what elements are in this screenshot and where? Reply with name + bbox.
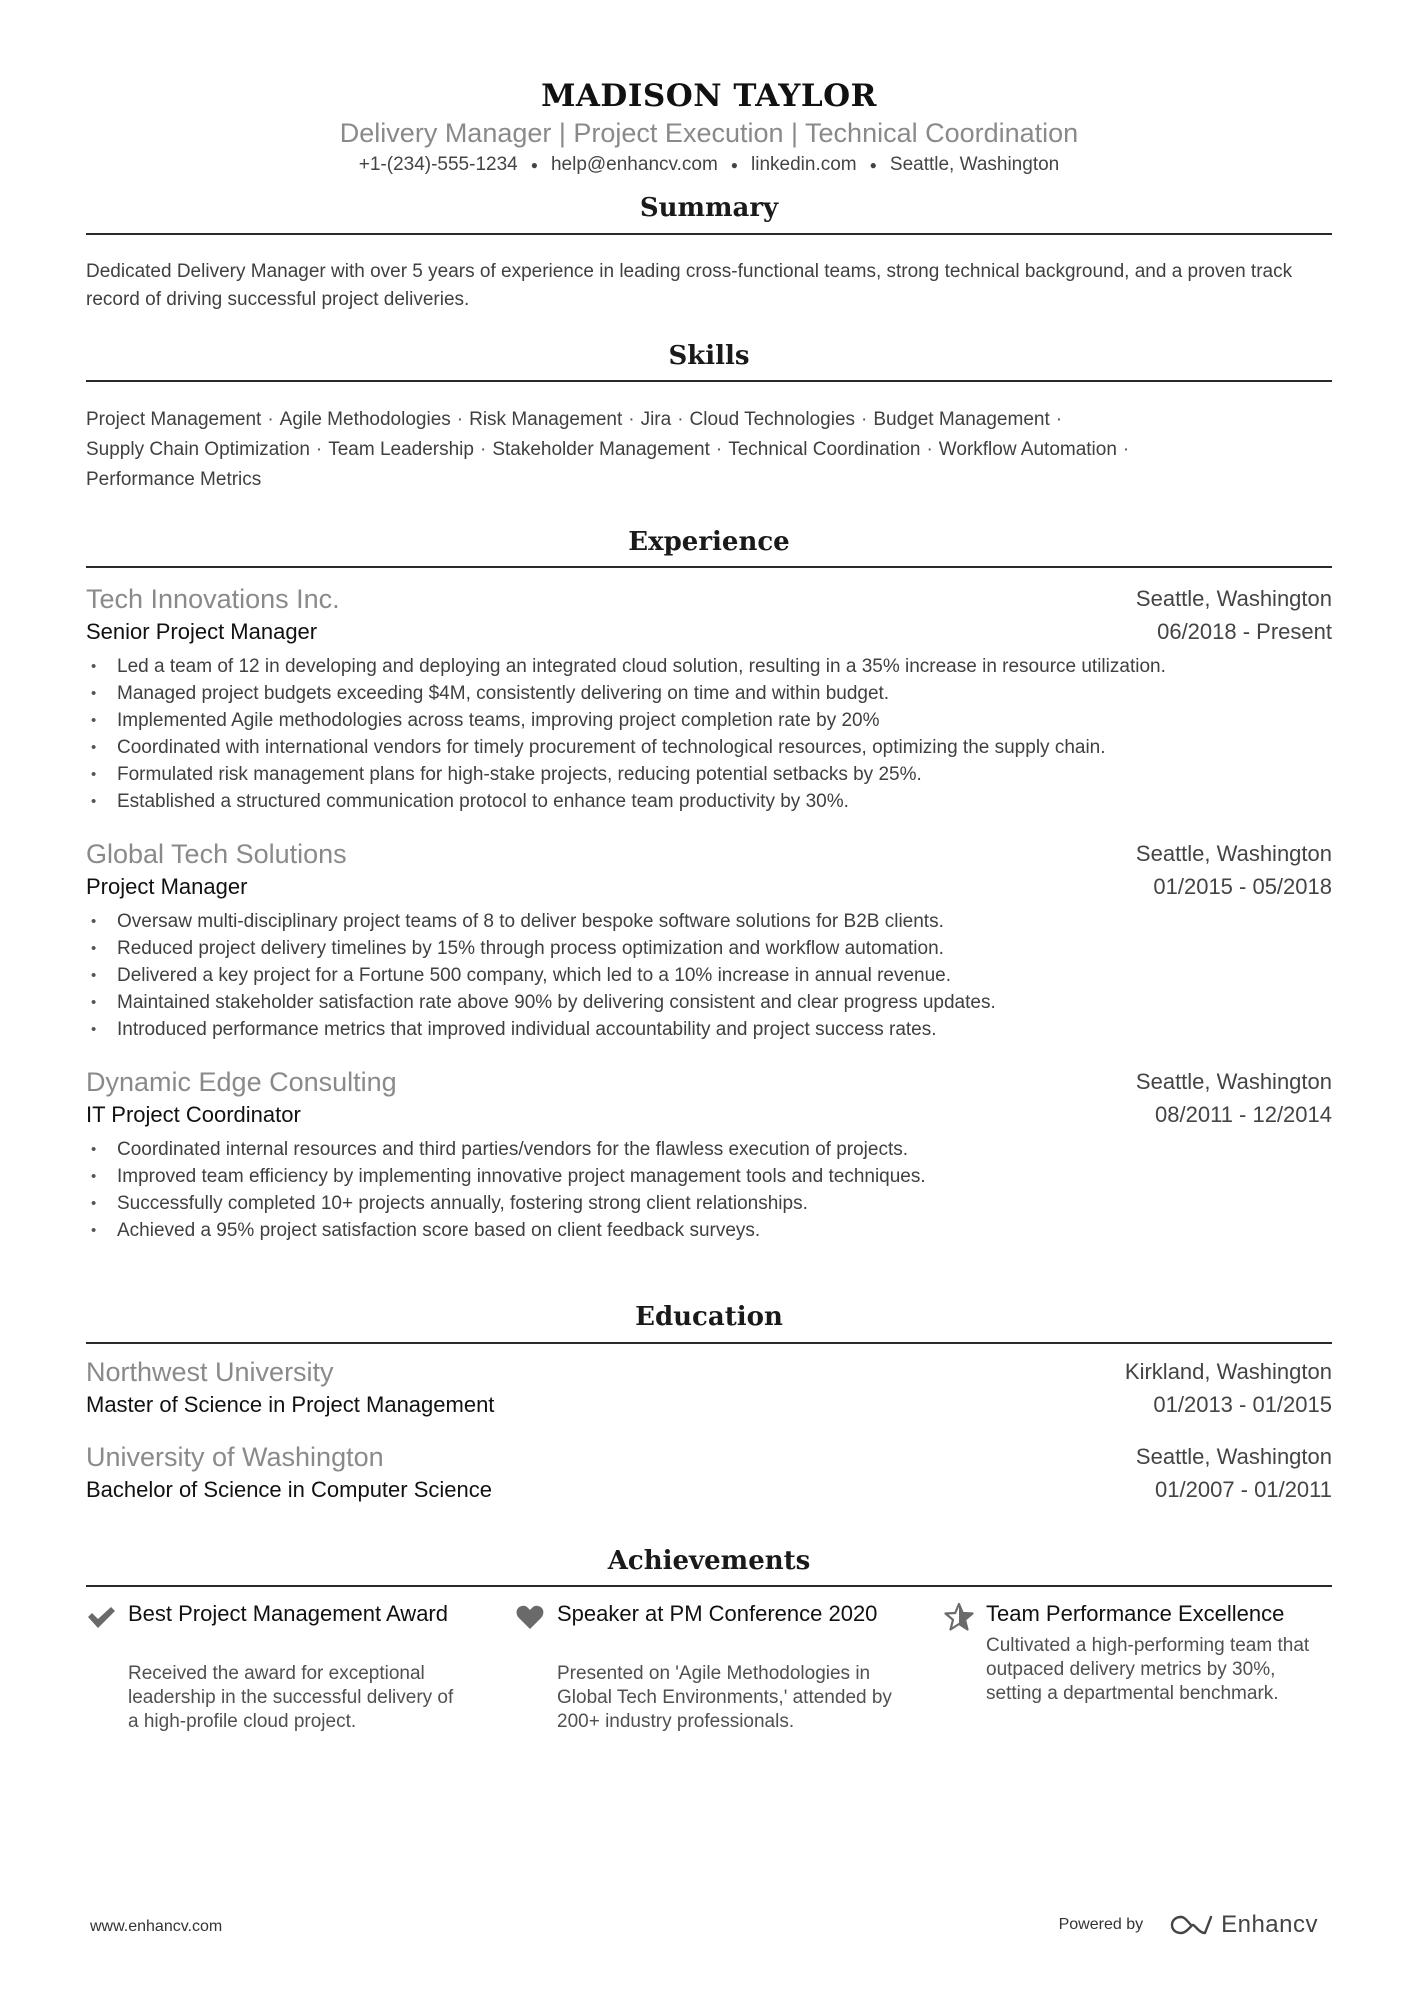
resume-page <box>86 0 1332 1995</box>
job-dates: 01/2015 - 05/2018 <box>1153 874 1332 899</box>
skill-item: Cloud Technologies <box>689 409 856 430</box>
bullet-item: • Implemented Agile methodologies across teams, improving project completion rate by 20% <box>86 707 1332 734</box>
bullet-item: • Maintained stakeholder satisfaction rate above 90% by delivering consistent and clear progress updates. <box>86 989 1332 1016</box>
bullet-item: • Introduced performance metrics that improved individual accountability and project success rates. <box>86 1016 1332 1043</box>
skill-item: Project Management <box>86 409 262 430</box>
bullet-item: • Reduced project delivery timelines by 15% through process optimization and workflow automation. <box>86 935 1332 962</box>
experience-entry <box>86 584 1332 834</box>
skill-item: Stakeholder Management <box>492 439 710 460</box>
achievements-title: Achievements <box>607 1546 811 1576</box>
linkedin[interactable]: linkedin.com <box>751 154 857 175</box>
job-location: Seattle, Washington <box>1135 1069 1332 1094</box>
bullet-item: • Successfully completed 10+ projects annually, fostering strong client relationships. <box>86 1190 1332 1217</box>
star-icon <box>944 1602 974 1632</box>
skill-item: Technical Coordination <box>728 439 921 460</box>
achievement-item <box>515 1600 895 1740</box>
section-divider <box>86 380 1332 382</box>
job-dates: 08/2011 - 12/2014 <box>1155 1102 1332 1127</box>
enhancv-logo-icon <box>1169 1913 1215 1937</box>
summary-title: Summary <box>639 193 779 223</box>
education-dates: 01/2013 - 01/2015 <box>1153 1392 1332 1417</box>
achievement-bullets <box>86 908 1332 1043</box>
school-name: University of Washington <box>86 1442 384 1472</box>
skills-list: Project Management · Agile Methodologies · Risk Management · Jira · Cloud Technologies · Budget Management · Supply Chain Optimization · Team Leadership · Stakeholder Management · Technical Coordination · Workflow Automation · Performance Metrics <box>86 409 1130 490</box>
bullet-item: • Delivered a key project for a Fortune 500 company, which led to a 10% increase in annual revenue. <box>86 962 1332 989</box>
section-divider <box>86 1585 1332 1587</box>
school-name: Northwest University <box>86 1357 334 1387</box>
section-divider <box>86 1342 1332 1344</box>
skill-item: Risk Management <box>469 409 623 430</box>
bullet-item: • Coordinated internal resources and third parties/vendors for the flawless execution of projects. <box>86 1136 1332 1163</box>
company-name: Dynamic Edge Consulting <box>86 1067 397 1097</box>
degree: Bachelor of Science in Computer Science <box>86 1477 492 1502</box>
achievement-description: Received the award for exceptional leadership in the successful delivery of a high-profile cloud project. <box>128 1663 454 1732</box>
separator-dot: ● <box>869 157 877 172</box>
skill-item: Supply Chain Optimization <box>86 439 310 460</box>
achievement-item <box>944 1600 1324 1740</box>
experience-entry <box>86 839 1332 1059</box>
job-location: Seattle, Washington <box>1135 841 1332 866</box>
brand-name[interactable]: Enhancv <box>1221 1911 1318 1938</box>
powered-by-label: Powered by <box>1058 1916 1144 1933</box>
section-divider <box>86 233 1332 235</box>
job-title: IT Project Coordinator <box>86 1102 301 1127</box>
education-dates: 01/2007 - 01/2011 <box>1155 1477 1332 1502</box>
summary-text: Dedicated Delivery Manager with over 5 years of experience in leading cross-functional teams, strong technical background, and a proven track record of driving successful project deliveries. <box>86 261 1293 310</box>
section-divider <box>86 566 1332 568</box>
achievement-bullets <box>86 653 1332 815</box>
achievement-bullets <box>86 1136 1332 1244</box>
separator-dot: ● <box>730 157 739 172</box>
skills-title: Skills <box>668 341 750 371</box>
location: Seattle, Washington <box>889 154 1060 175</box>
school-location: Kirkland, Washington <box>1124 1359 1332 1384</box>
phone[interactable]: +1-(234)-555-1234 <box>358 154 518 175</box>
job-dates: 06/2018 - Present <box>1157 619 1332 644</box>
separator-dot: ● <box>530 157 538 172</box>
job-title: Project Manager <box>86 874 248 899</box>
school-location: Seattle, Washington <box>1135 1444 1332 1469</box>
skill-item: Jira <box>640 409 672 430</box>
bullet-item: • Formulated risk management plans for high-stake projects, reducing potential setbacks by 25%. <box>86 761 1332 788</box>
experience-entry <box>86 1067 1332 1257</box>
achievement-item <box>86 1600 466 1740</box>
bullet-item: • Managed project budgets exceeding $4M, consistently delivering on time and within budget. <box>86 680 1332 707</box>
email[interactable]: help@enhancv.com <box>550 154 718 175</box>
bullet-item: • Coordinated with international vendors for timely procurement of technological resources, optimizing the supply chain. <box>86 734 1332 761</box>
job-title: Senior Project Manager <box>86 619 318 644</box>
heart-icon <box>515 1602 545 1632</box>
company-name: Global Tech Solutions <box>86 839 347 869</box>
skill-item: Team Leadership <box>328 439 474 460</box>
achievement-description: Presented on 'Agile Methodologies in Global Tech Environments,' attended by 200+ industry professionals. <box>557 1663 892 1732</box>
headline: Delivery Manager | Project Execution | Technical Coordination <box>339 118 1079 148</box>
degree: Master of Science in Project Management <box>86 1392 495 1417</box>
job-location: Seattle, Washington <box>1135 586 1332 611</box>
company-name: Tech Innovations Inc. <box>86 584 340 614</box>
bullet-item: • Improved team efficiency by implementing innovative project management tools and techniques. <box>86 1163 1332 1190</box>
footer-website[interactable]: www.enhancv.com <box>90 1918 223 1935</box>
footer-branding <box>1059 1908 1318 1942</box>
skill-item: Workflow Automation <box>938 439 1117 460</box>
skill-item: Performance Metrics <box>86 469 262 490</box>
contact-line <box>86 154 1332 176</box>
skill-item: Agile Methodologies <box>279 409 451 430</box>
education-entry <box>86 1442 1332 1512</box>
bullet-item: • Established a structured communication protocol to enhance team productivity by 30%. <box>86 788 1332 815</box>
education-entry <box>86 1357 1332 1427</box>
education-title: Education <box>635 1302 783 1332</box>
achievement-description: Cultivated a high-performing team that outpaced delivery metrics by 30%, setting a departmental benchmark. <box>986 1635 1310 1704</box>
checkmark-icon <box>86 1602 116 1632</box>
bullet-item: • Oversaw multi-disciplinary project teams of 8 to deliver bespoke software solutions for B2B clients. <box>86 908 1332 935</box>
candidate-name: MADISON TAYLOR <box>541 78 877 114</box>
skill-item: Budget Management <box>873 409 1050 430</box>
experience-title: Experience <box>628 527 790 557</box>
bullet-item: • Achieved a 95% project satisfaction score based on client feedback surveys. <box>86 1217 1332 1244</box>
achievement-title: Best Project Management Award <box>128 1601 448 1626</box>
bullet-item: • Led a team of 12 in developing and deploying an integrated cloud solution, resulting in a 35% increase in resource utilization. <box>86 653 1332 680</box>
achievement-title: Speaker at PM Conference 2020 <box>557 1601 878 1626</box>
achievement-title: Team Performance Excellence <box>986 1601 1285 1626</box>
